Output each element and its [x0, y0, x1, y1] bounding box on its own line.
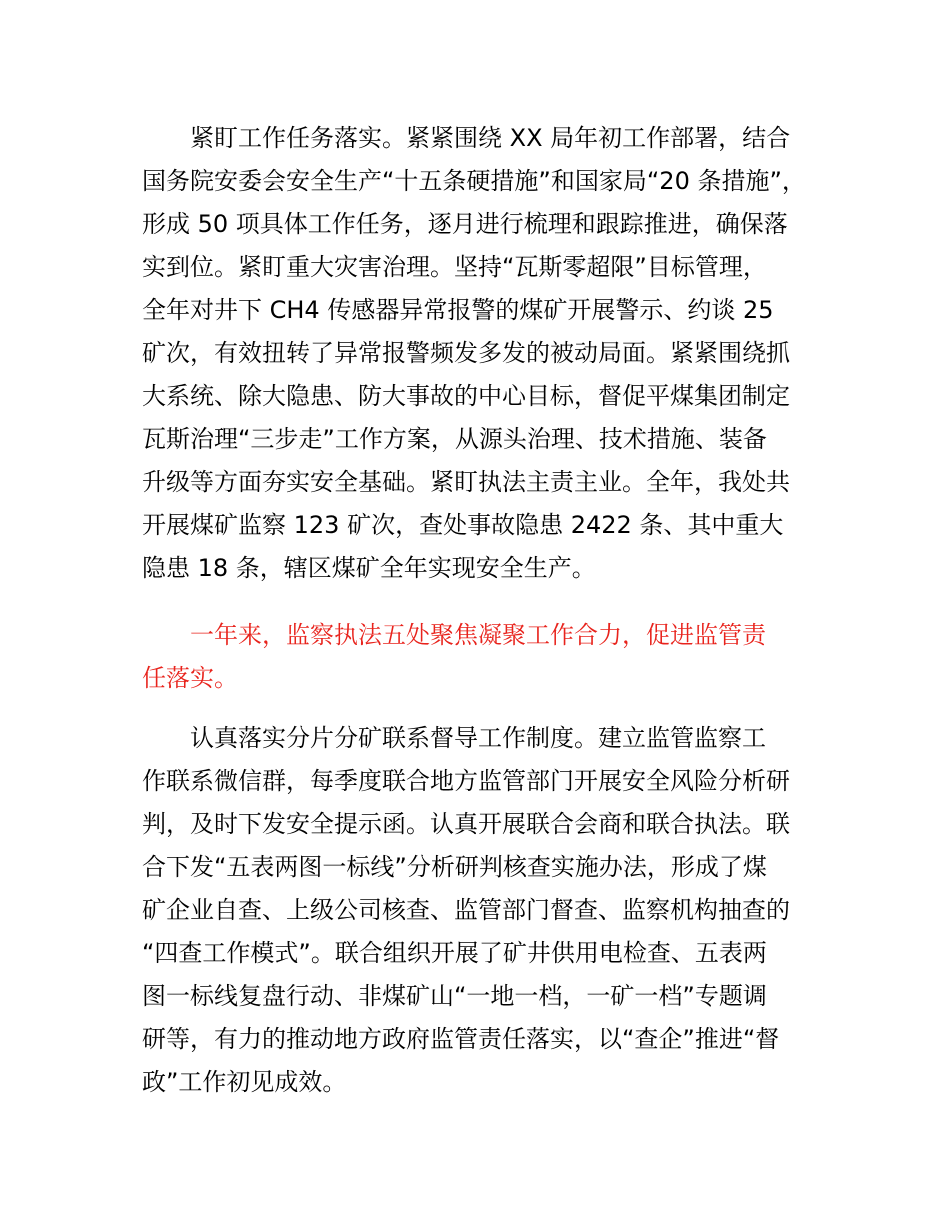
- text-line: 认真落实分片分矿联系督导工作制度。建立监管监察工: [190, 724, 766, 752]
- text-line: 大系统、除大隐患、防大事故的中心目标，督促平煤集团制定: [142, 382, 790, 410]
- text-line: 升级等方面夯实安全基础。紧盯执法主责主业。全年，我处共: [142, 468, 790, 496]
- text-line: 矿企业自查、上级公司核查、监管部门督查、监察机构抽查的: [142, 896, 790, 924]
- text-line: 隐患 18 条，辖区煤矿全年实现安全生产。: [142, 554, 596, 582]
- text-line: 矿次，有效扭转了异常报警频发多发的被动局面。紧紧围绕抓: [142, 339, 790, 367]
- text-line: 开展煤矿监察 123 矿次，查处事故隐患 2422 条、其中重大: [142, 511, 784, 539]
- text-line: 研等，有力的推动地方政府监管责任落实，以“查企”推进“督: [142, 1025, 780, 1053]
- text-line: 判，及时下发安全提示函。认真开展联合会商和联合执法。联: [142, 810, 790, 838]
- text-line: 政”工作初见成效。: [142, 1068, 347, 1096]
- text-line: 实到位。紧盯重大灾害治理。坚持“瓦斯零超限”目标管理，: [142, 253, 767, 281]
- paragraph-task-implementation: [142, 117, 806, 590]
- text-line: 作联系微信群，每季度联合地方监管部门开展安全风险分析研: [142, 767, 790, 795]
- text-line: 合下发“五表两图一标线”分析研判核查实施办法，形成了煤: [142, 853, 767, 881]
- heading-line: 一年来，监察执法五处聚焦凝聚工作合力，促进监管责: [190, 621, 766, 649]
- text-line: 国务院安委会安全生产“十五条硬措施”和国家局“20 条措施”，: [142, 167, 806, 195]
- paragraph-supervision-contact: [142, 717, 790, 1104]
- text-line: 图一标线复盘行动、非煤矿山“一地一档，一矿一档”专题调: [142, 982, 767, 1010]
- text-line: “四查工作模式”。联合组织开展了矿井供用电检查、五表两: [142, 939, 767, 967]
- text-line: 全年对井下 CH4 传感器异常报警的煤矿开展警示、约谈 25: [142, 296, 774, 324]
- heading-line: 任落实。: [142, 664, 238, 692]
- text-line: 瓦斯治理“三步走”工作方案，从源头治理、技术措施、装备: [142, 425, 767, 453]
- text-line: 形成 50 项具体工作任务，逐月进行梳理和跟踪推进，确保落: [142, 210, 788, 238]
- text-line: 紧盯工作任务落实。紧紧围绕 XX 局年初工作部署，结合: [190, 124, 791, 152]
- section-heading-red: [142, 614, 766, 700]
